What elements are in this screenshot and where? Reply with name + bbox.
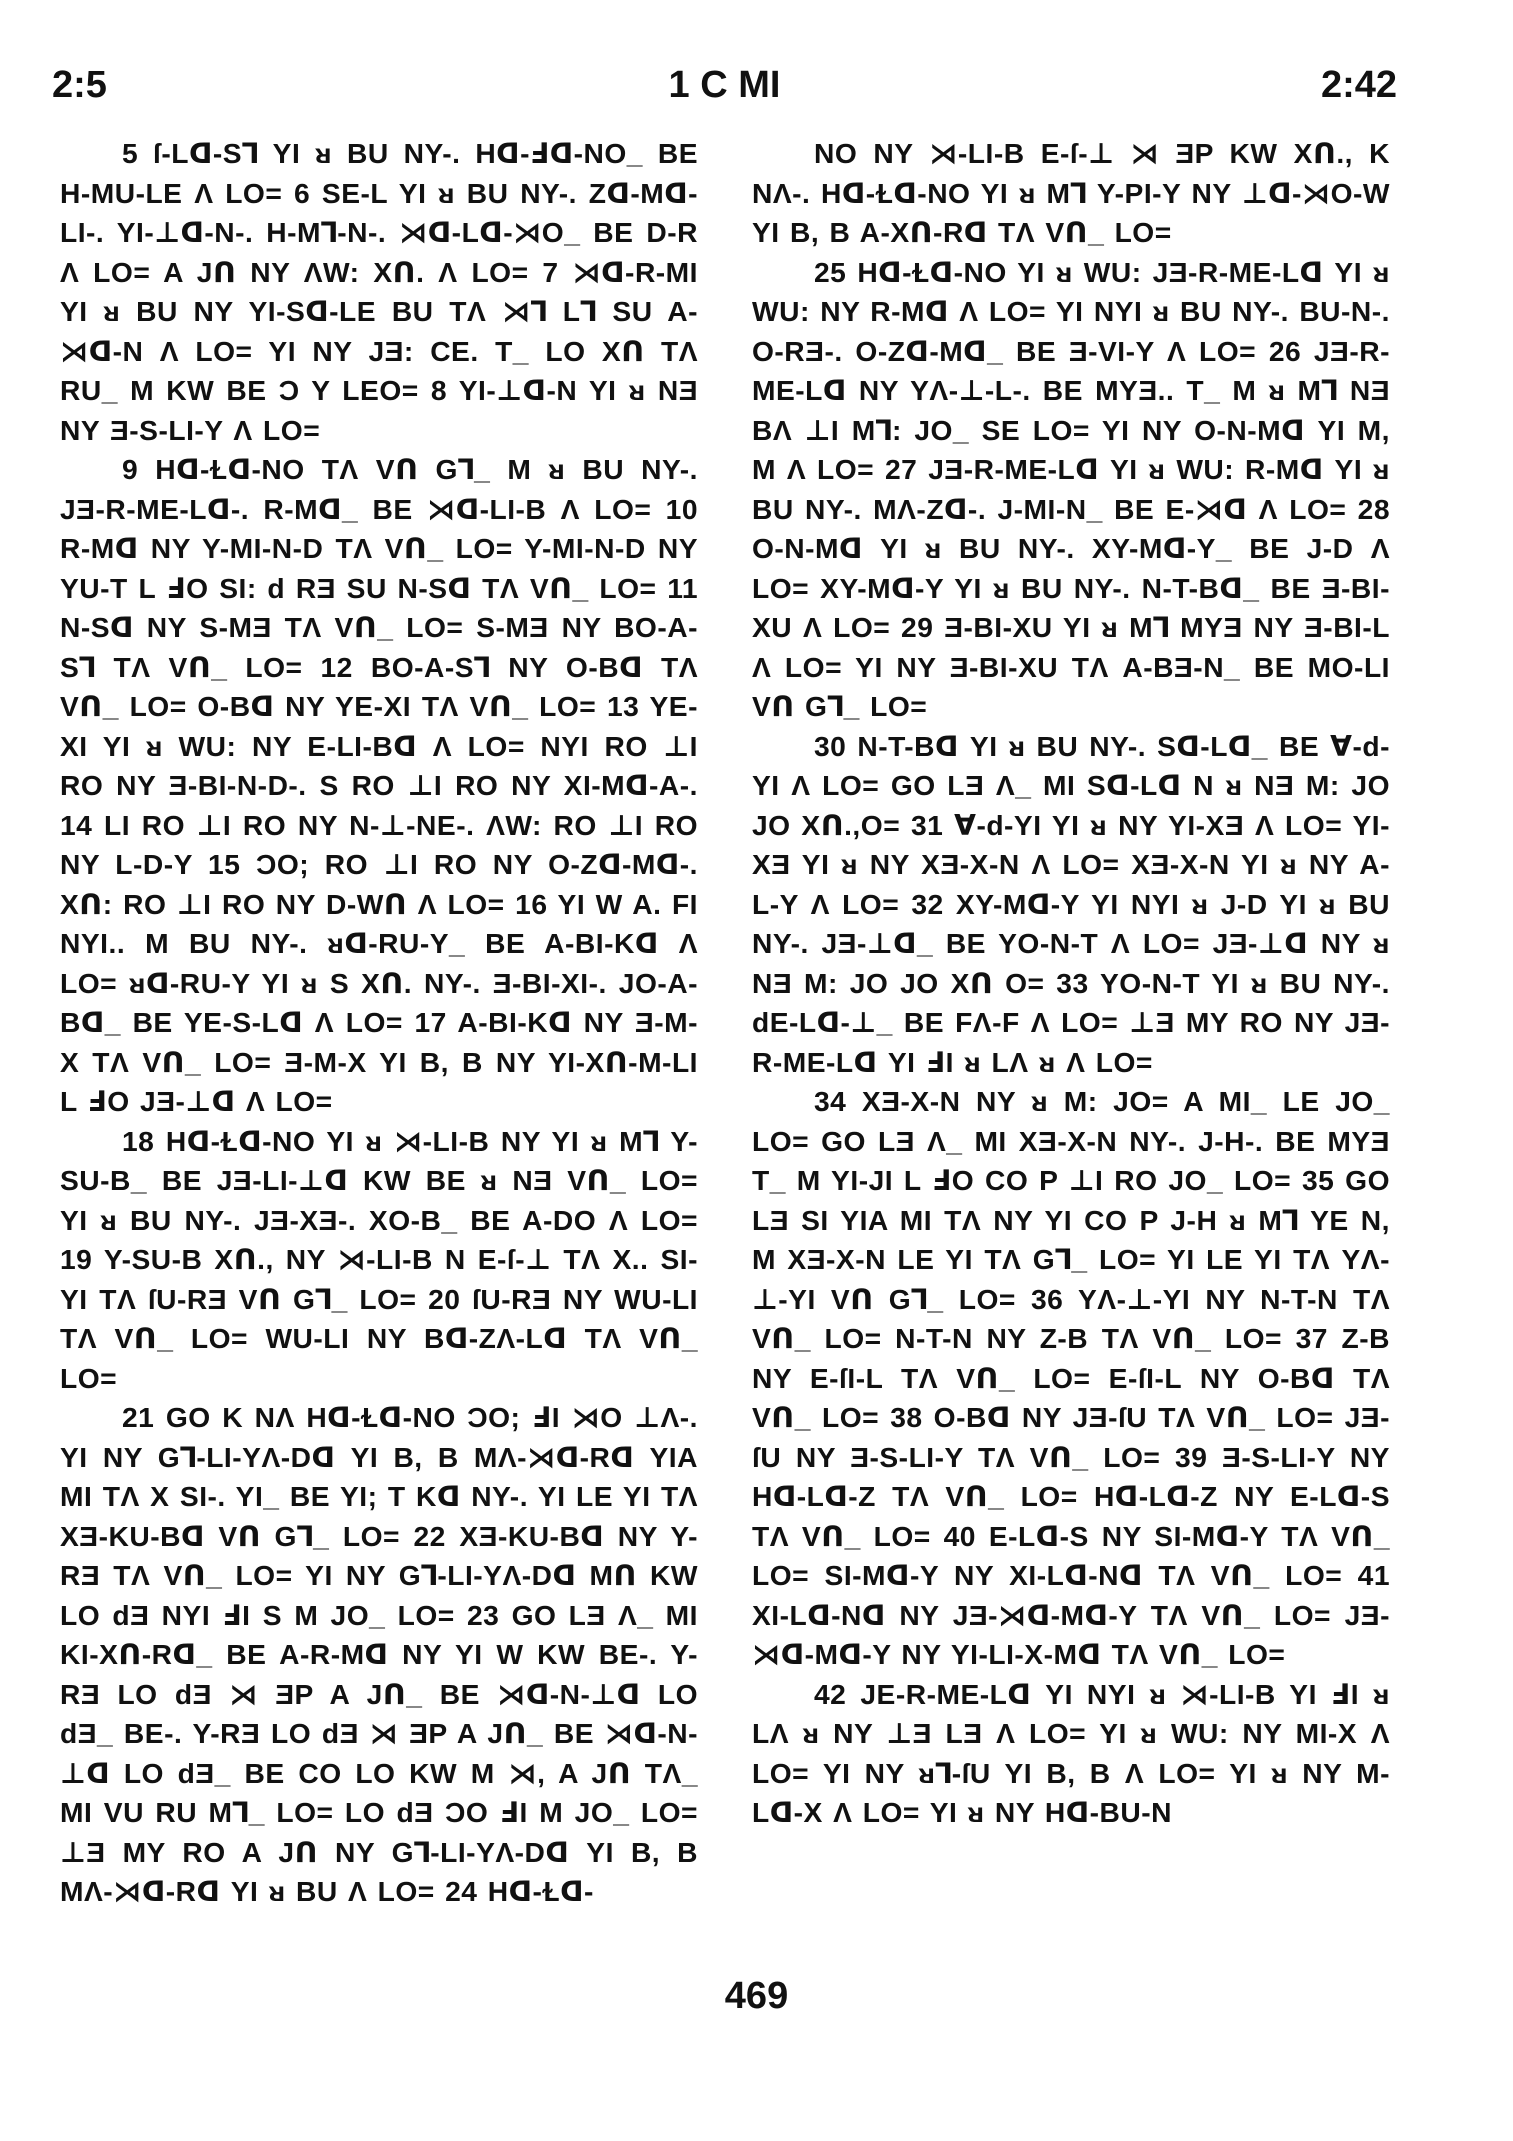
page-header xyxy=(52,64,1397,124)
paragraph: 25 Hᗡ-Ɫᗡ-NO YI ᴚ WU: JƎ-R-ME-Lᗡ YI ᴚ WU: NY R-Mᗡ Λ LO= YI NYI ᴚ BU NY-. BU-N-. O-RƎ-. O-Zᗡ-Mᗡ_ BE Ǝ-VI-Y Λ LO= 26 JƎ-R-ME-Lᗡ NY YΛ-⊥-L-. BE MYƎ.. T_ M ᴚ M⅂ NƎ BΛ ⊥I M⅂: JO_ SE LO= YI NY O-N-Mᗡ YI M, M Λ LO= 27 JƎ-R-ME-Lᗡ YI ᴚ WU: R-Mᗡ YI ᴚ BU NY-. MΛ-Zᗡ-. J-MI-N_ BE E-⋊ᗡ Λ LO= 28 O-N-Mᗡ YI ᴚ BU NY-. XY-Mᗡ-Y_ BE J-D Λ LO= XY-Mᗡ-Y YI ᴚ BU NY-. N-T-Bᗡ_ BE Ǝ-BI-XU Λ LO= 29 Ǝ-BI-XU YI ᴚ M⅂ MYƎ NY Ǝ-BI-L Λ LO= YI NY Ǝ-BI-XU TΛ A-BƎ-N_ BE MO-LI Vᑎ G⅂_ LO= xyxy=(752,255,1390,722)
paragraph: 18 Hᗡ-Ɫᗡ-NO YI ᴚ ⋊-LI-B NY YI ᴚ M⅂ Y-SU-B_ BE JƎ-LI-⊥ᗡ KW BE ᴚ NƎ Vᑎ_ LO= YI ᴚ BU NY-. JƎ-XƎ-. XO-B_ BE A-DO Λ LO= 19 Y-SU-B Xᑎ., NY ⋊-LI-B N E-ſ-⊥ TΛ X.. SI- YI TΛ ſU-RƎ Vᑎ G⅂_ LO= 20 ſU-RƎ NY WU-LI TΛ Vᑎ_ LO= WU-LI NY Bᗡ-ZΛ-Lᗡ TΛ Vᑎ_ LO= xyxy=(60,1124,698,1394)
left-text-column xyxy=(60,134,698,1912)
book-title: 1 C MI xyxy=(668,64,781,106)
paragraph: 42 JE-R-ME-Lᗡ YI NYI ᴚ ⋊-LI-B YI ℲI ᴚ LΛ ᴚ NY ⊥Ǝ LƎ Λ LO= YI ᴚ WU: NY MI-X Λ LO= YI NY ᴚ⅂-ſU YI B, B Λ LO= YI ᴚ NY M-Lᗡ-X Λ LO= YI ᴚ NY Hᗡ-BU-N xyxy=(752,1677,1390,1828)
chapter-verse-start: 2:5 xyxy=(52,64,107,106)
paragraph: 21 GO K NΛ Hᗡ-Ɫᗡ-NO ƆO; ℲI ⋊O ⊥Λ-. YI NY G⅂-LI-YΛ-Dᗡ YI B, B MΛ-⋊ᗡ-Rᗡ YIA MI TΛ X SI-. YI_ BE YI; T Kᗡ NY-. YI LE YI TΛ XƎ-KU-Bᗡ Vᑎ G⅂_ LO= 22 XƎ-KU-Bᗡ NY Y-RƎ TΛ Vᑎ_ LO= YI NY G⅂-LI-YΛ-Dᗡ Mᑎ KW LO dƎ NYI ℲI S M JO_ LO= 23 GO LƎ Λ_ MI KI-Xᑎ-Rᗡ_ BE A-R-Mᗡ NY YI W KW BE-. Y-RƎ LO dƎ ⋊ ƎP A Jᑎ_ BE ⋊ᗡ-N-⊥ᗡ LO dƎ_ BE-. Y-RƎ LO dƎ ⋊ ƎP A Jᑎ_ BE ⋊ᗡ-N-⊥ᗡ LO dƎ_ BE CO LO KW M ⋊, A Jᑎ TΛ_ MI VU RU M⅂_ LO= LO dƎ ƆO ℲI M JO_ LO= ⊥Ǝ MY RO A Jᑎ NY G⅂-LI-YΛ-Dᗡ YI B, B MΛ-⋊ᗡ-Rᗡ YI ᴚ BU Λ LO= 24 Hᗡ-Ɫᗡ- xyxy=(60,1401,698,1907)
right-text-column xyxy=(752,134,1390,1833)
paragraph: NO NY ⋊-LI-B E-ſ-⊥ ⋊ ƎP KW Xᑎ., K NΛ-. Hᗡ-Ɫᗡ-NO YI ᴚ M⅂ Y-PI-Y NY ⊥ᗡ-⋊O-W YI B, B A-Xᑎ-Rᗡ TΛ Vᑎ_ LO= xyxy=(752,137,1390,248)
paragraph: 9 Hᗡ-Ɫᗡ-NO TΛ Vᑎ G⅂_ M ᴚ BU NY-. JƎ-R-ME-Lᗡ-. R-Mᗡ_ BE ⋊ᗡ-LI-B Λ LO= 10 R-Mᗡ NY Y-MI-N-D TΛ Vᑎ_ LO= Y-MI-N-D NY YU-T L ℲO SI: d RƎ SU N-Sᗡ TΛ Vᑎ_ LO= 11 N-Sᗡ NY S-MƎ TΛ Vᑎ_ LO= S-MƎ NY BO-A-S⅂ TΛ Vᑎ_ LO= 12 BO-A-S⅂ NY O-Bᗡ TΛ Vᑎ_ LO= O-Bᗡ NY YE-XI TΛ Vᑎ_ LO= 13 YE-XI YI ᴚ WU: NY E-LI-Bᗡ Λ LO= NYI RO ⊥I RO NY Ǝ-BI-N-D-. S RO ⊥I RO NY XI-Mᗡ-A-. 14 LI RO ⊥I RO NY N-⊥-NE-. ΛW: RO ⊥I RO NY L-D-Y 15 ƆO; RO ⊥I RO NY O-Zᗡ-Mᗡ-. Xᑎ: RO ⊥I RO NY D-Wᑎ Λ LO= 16 YI W A. FI NYI.. M BU NY-. ᴚᗡ-RU-Y_ BE A-BI-Kᗡ Λ LO= ᴚᗡ-RU-Y YI ᴚ S Xᑎ. NY-. Ǝ-BI-XI-. JO-A-Bᗡ_ BE YE-S-Lᗡ Λ LO= 17 A-BI-Kᗡ NY Ǝ-M-X TΛ Vᑎ_ LO= Ǝ-M-X YI B, B NY YI-Xᑎ-M-LI L ℲO JƎ-⊥ᗡ Λ LO= xyxy=(60,453,698,1117)
chapter-verse-end: 2:42 xyxy=(1320,64,1397,106)
paragraph: 5 ſ-Lᗡ-S⅂ YI ᴚ BU NY-. Hᗡ-Ⅎᗡ-NO_ BE H-MU-LE Λ LO= 6 SE-L YI ᴚ BU NY-. Zᗡ-Mᗡ-LI-. YI-⊥ᗡ-N-. H-M⅂-N-. ⋊ᗡ-Lᗡ-⋊O_ BE D-R Λ LO= A Jᑎ NY ΛW: Xᑎ. Λ LO= 7 ⋊ᗡ-R-MI YI ᴚ BU NY YI-Sᗡ-LE BU TΛ ⋊⅂ L⅂ SU A-⋊ᗡ-N Λ LO= YI NY JƎ: CE. T_ LO Xᑎ TΛ RU_ M KW BE Ɔ Y LEO= 8 YI-⊥ᗡ-N YI ᴚ NƎ NY Ǝ-S-LI-Y Λ LO= xyxy=(60,137,698,446)
page-number: 469 xyxy=(724,1975,789,2017)
paragraph: 30 N-T-Bᗡ YI ᴚ BU NY-. Sᗡ-Lᗡ_ BE Ɐ-d-YI Λ LO= GO LƎ Λ_ MI Sᗡ-Lᗡ N ᴚ NƎ M: JO JO Xᑎ.,O= 31 Ɐ-d-YI YI ᴚ NY YI-XƎ Λ LO= YI-XƎ YI ᴚ NY XƎ-X-N Λ LO= XƎ-X-N YI ᴚ NY A-L-Y Λ LO= 32 XY-Mᗡ-Y YI NYI ᴚ J-D YI ᴚ BU NY-. JƎ-⊥ᗡ_ BE YO-N-T Λ LO= JƎ-⊥ᗡ NY ᴚ NƎ M: JO JO Xᑎ O= 33 YO-N-T YI ᴚ BU NY-. dE-Lᗡ-⊥_ BE FΛ-F Λ LO= ⊥Ǝ MY RO NY JƎ-R-ME-Lᗡ YI ℲI ᴚ LΛ ᴚ Λ LO= xyxy=(752,729,1390,1078)
paragraph: 34 XƎ-X-N NY ᴚ M: JO= A MI_ LE JO_ LO= GO LƎ Λ_ MI XƎ-X-N NY-. J-H-. BE MYƎ T_ M YI-JI L ℲO CO P ⊥I RO JO_ LO= 35 GO LƎ SI YIA MI TΛ NY YI CO P J-H ᴚ M⅂ YE N, M XƎ-X-N LE YI TΛ G⅂_ LO= YI LE YI TΛ YΛ-⊥-YI Vᑎ G⅂_ LO= 36 YΛ-⊥-YI NY N-T-N TΛ Vᑎ_ LO= N-T-N NY Z-B TΛ Vᑎ_ LO= 37 Z-B NY E-ſI-L TΛ Vᑎ_ LO= E-ſI-L NY O-Bᗡ TΛ Vᑎ_ LO= 38 O-Bᗡ NY JƎ-ſU TΛ Vᑎ_ LO= JƎ-ſU NY Ǝ-S-LI-Y TΛ Vᑎ_ LO= 39 Ǝ-S-LI-Y NY Hᗡ-Lᗡ-Z TΛ Vᑎ_ LO= Hᗡ-Lᗡ-Z NY E-Lᗡ-S TΛ Vᑎ_ LO= 40 E-Lᗡ-S NY SI-Mᗡ-Y TΛ Vᑎ_ LO= SI-Mᗡ-Y NY XI-Lᗡ-Nᗡ TΛ Vᑎ_ LO= 41 XI-Lᗡ-Nᗡ NY JƎ-⋊ᗡ-Mᗡ-Y TΛ Vᑎ_ LO= JƎ-⋊ᗡ-Mᗡ-Y NY YI-LI-X-Mᗡ TΛ Vᑎ_ LO= xyxy=(752,1085,1390,1670)
